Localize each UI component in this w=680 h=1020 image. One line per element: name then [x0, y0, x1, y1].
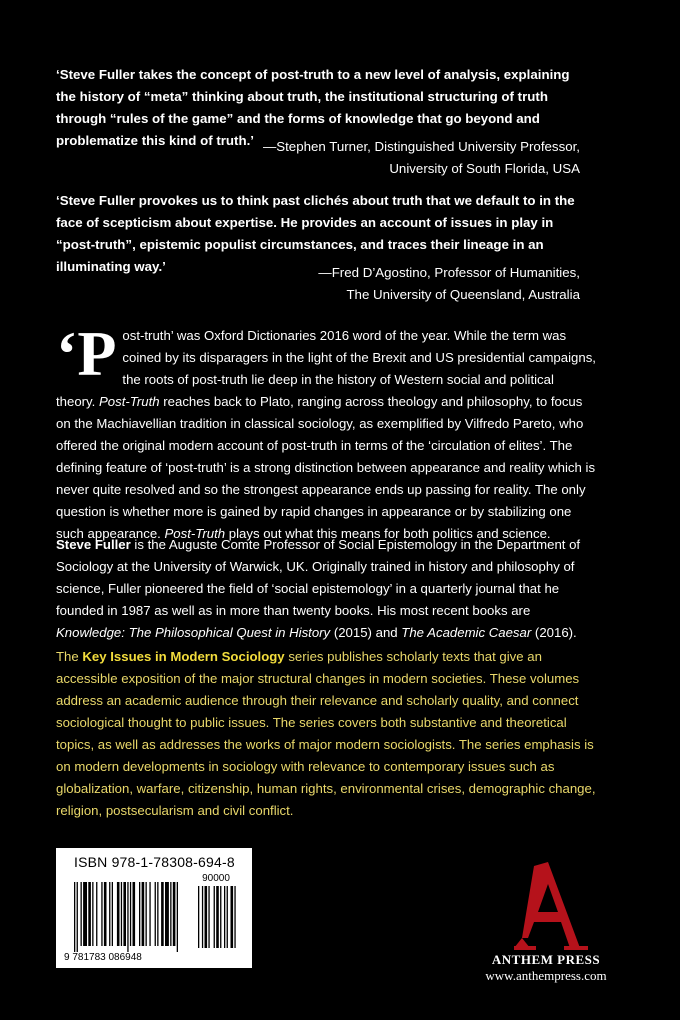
- author-bio: [56, 534, 596, 644]
- attribution-line: —Stephen Turner, Distinguished University Professor,: [262, 139, 580, 154]
- attribution-line: University of South Florida, USA: [389, 161, 580, 176]
- review-quote-1: ‘Steve Fuller takes the concept of post-truth to a new level of analysis, explaining the history of “meta” thinking about truth, the institutional structuring of truth through “rules of the game” and the forms of knowledge that go beyond and problematize this kind of truth.’: [56, 67, 570, 148]
- author-name: Steve Fuller: [56, 537, 131, 552]
- barcode: [56, 848, 252, 968]
- description-text: ost-truth’ was Oxford Dictionaries 2016 word of the year. While the term was coined by its disparagers in the light of the Brexit and US presidential campaigns, the roots of post-truth lie deep in the history of Western social and political theory.: [56, 328, 596, 409]
- publisher-name: ANTHEM PRESS: [491, 952, 601, 967]
- bio-text: (2016).: [531, 625, 577, 640]
- book-description: [56, 318, 596, 545]
- book-title-italic: Post-Truth: [164, 526, 226, 541]
- series-description: [56, 646, 596, 822]
- description-text: plays out what this means for both politics and science.: [225, 526, 551, 541]
- book-title-italic: The Academic Caesar: [401, 625, 532, 640]
- isbn-label: ISBN 978-1-78308-694-8: [74, 854, 235, 870]
- series-text: The: [56, 649, 83, 664]
- series-name: Key Issues in Modern Sociology: [82, 649, 285, 664]
- review-quote-2: ‘Steve Fuller provokes us to think past clichés about truth that we default to in the face of scepticism about expertise. He provides an account of issues in play in “post-truth”, epistemic populist circumstances, and traces their lineage in an illuminating way.’: [56, 193, 575, 274]
- attribution-line: —Fred D’Agostino, Professor of Humanities,: [318, 265, 580, 280]
- barcode-addon-digits: 90000: [202, 873, 230, 884]
- barcode-bars: [74, 882, 178, 952]
- bio-text: (2015) and: [330, 625, 402, 640]
- book-title-italic: Post-Truth: [99, 394, 160, 409]
- series-text: series publishes scholarly texts that give an accessible exposition of the major structural changes in modern societies. These volumes address an academic audience through their relevance and scholarly quality, and connect sociological thought to public issues. The series covers both substantive and theoretical topics, as well as addresses the works of major modern sociologists. The series emphasis is on modern developments in sociology with relevance to contemporary issues such as globalization, warfare, citizenship, human rights, environmental crises, demographic change, religion, postsecularism and civil conflict.: [56, 649, 596, 818]
- book-title-italic: Knowledge: The Philosophical Quest in History: [56, 625, 331, 640]
- description-text: reaches back to Plato, ranging across theology and philosophy, to focus on the Machiavellian tradition in classical sociology, as exemplified by Vilfredo Pareto, who offered the original modern account of post-truth in terms of the ‘circulation of elites’. The defining feature of ‘post-truth’ is a strong distinction between appearance and reality which is never quite resolved and so the strongest appearance ends up passing for reality. The only question is whether more is gained by rapid changes in appearance or by stabilizing one such appearance.: [56, 394, 596, 541]
- attribution-line: The University of Queensland, Australia: [346, 287, 580, 302]
- review-attribution-2: [180, 262, 580, 306]
- isbn-barcode-box: [56, 848, 252, 968]
- barcode-addon-bars: [198, 886, 236, 948]
- bio-text: is the Auguste Comte Professor of Social Epistemology in the Department of Sociology at the University of Warwick, UK. Originally trained in history and philosophy of science, Fuller pioneered the field of ‘social epistemology’ in a quarterly journal that he founded in 1987 as well as in more than twenty books. His most recent books are: [56, 537, 581, 618]
- barcode-digits: 9 781783 086948: [64, 952, 142, 963]
- review-attribution-1: [180, 136, 580, 180]
- drop-cap: ‘P: [56, 318, 117, 389]
- publisher-url[interactable]: www.anthempress.com: [485, 968, 607, 983]
